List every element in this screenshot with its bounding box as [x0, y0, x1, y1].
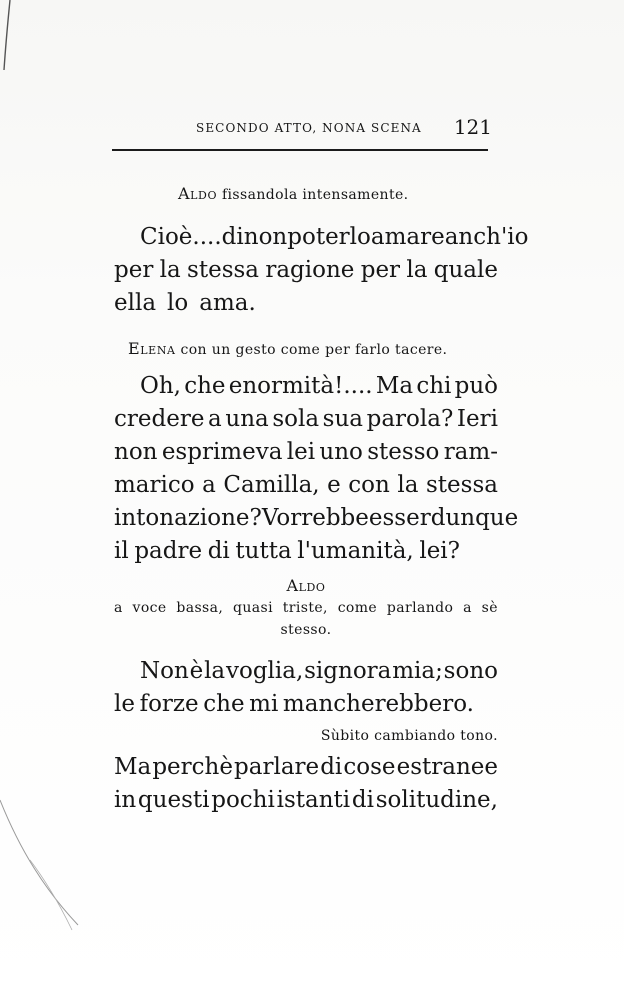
word: lei: [286, 439, 316, 465]
word: stessa: [187, 257, 260, 283]
word: voce: [132, 600, 167, 616]
word: forze: [139, 691, 199, 717]
word: per: [114, 257, 154, 283]
word: di: [221, 224, 244, 250]
word: triste,: [282, 600, 328, 616]
word: chi: [416, 373, 452, 399]
word: Ma: [114, 754, 152, 780]
stage-direction-3-speaker: [114, 576, 498, 595]
page-bottom-crease: [0, 800, 78, 925]
word: voglia,: [225, 658, 304, 684]
word: ram-: [443, 439, 498, 465]
word: Non: [140, 658, 189, 684]
word: l'umanità,: [297, 538, 414, 564]
word: sola: [272, 406, 320, 432]
speech-line: [114, 403, 498, 436]
header-rule: [112, 149, 488, 151]
speech-line: [114, 221, 529, 254]
word: signora: [304, 658, 392, 684]
word: parola?: [366, 406, 454, 432]
word: la: [159, 257, 181, 283]
stage-direction-3-line: [114, 596, 498, 620]
word: la: [204, 658, 226, 684]
word: che: [203, 691, 245, 717]
word: poterlo: [287, 224, 371, 250]
word: come: [337, 600, 378, 616]
binding-edge-line: [4, 0, 10, 70]
word: questi: [137, 787, 210, 813]
word: a: [208, 406, 222, 432]
stage-direction-4: [321, 728, 498, 744]
word: ama.: [199, 290, 256, 316]
word: lei?: [419, 538, 460, 564]
word: che: [184, 373, 226, 399]
word: per: [360, 257, 401, 283]
stage-direction-2: [128, 339, 447, 358]
word: Cioè....: [140, 224, 222, 250]
running-head: [112, 112, 492, 142]
word: Oh,: [140, 373, 181, 399]
speech-line: [114, 784, 498, 817]
speaker-name: Aldo: [178, 184, 218, 203]
word: mancherebbero.: [282, 691, 474, 717]
speech-line: [114, 370, 498, 403]
word: quale: [433, 257, 498, 283]
speech-line: [114, 688, 498, 721]
word: esprimeva: [161, 439, 283, 465]
word: esser: [368, 505, 431, 531]
speech-block-1: [114, 221, 529, 320]
word: pochi: [211, 787, 275, 813]
word: estranee: [396, 754, 498, 780]
speech-line: [114, 469, 498, 502]
word: di: [320, 754, 343, 780]
word: tutta: [235, 538, 292, 564]
word: in: [114, 787, 137, 813]
direction-text: Sùbito cambiando tono.: [320, 728, 498, 744]
page-number: 121: [453, 115, 492, 139]
word: solitudine,: [375, 787, 498, 813]
word: le: [114, 691, 135, 717]
word: istanti: [276, 787, 351, 813]
word: la: [406, 257, 428, 283]
word: Vorrebbe: [261, 505, 369, 531]
word: sono: [443, 658, 498, 684]
word: stessa: [425, 472, 498, 498]
stage-direction-3-line-2: [114, 622, 498, 638]
word: una: [225, 406, 269, 432]
direction-text: stesso.: [280, 622, 332, 638]
speech-line: [114, 436, 498, 469]
speech-block-4: [114, 751, 498, 817]
word: Ieri: [456, 406, 498, 432]
word: a: [202, 472, 216, 498]
speech-line: [114, 655, 498, 688]
speech-line: [114, 751, 498, 784]
word: padre: [134, 538, 203, 564]
word: cose: [343, 754, 396, 780]
word: enormità!....: [228, 373, 373, 399]
word: ella: [114, 290, 157, 316]
word: quasi: [233, 600, 273, 616]
speaker-name: Elena: [128, 339, 176, 358]
word: di: [351, 787, 374, 813]
word: sè: [481, 600, 498, 616]
direction-text: con un gesto come per farlo tacere.: [180, 342, 448, 358]
word: e: [327, 472, 341, 498]
word: anch'io: [444, 224, 529, 250]
word: ragione: [265, 257, 355, 283]
word: Ma: [375, 373, 414, 399]
word: intonazione?: [114, 505, 262, 531]
word: mi: [249, 691, 279, 717]
speech-line: [114, 535, 498, 568]
speech-line: [114, 287, 498, 320]
word: può: [454, 373, 498, 399]
word: mia;: [392, 658, 443, 684]
speech-block-2: [114, 370, 519, 568]
stage-direction-1: [178, 184, 409, 203]
word: con: [348, 472, 390, 498]
word: non: [243, 224, 288, 250]
word: parlando: [386, 600, 454, 616]
word: perchè: [152, 754, 233, 780]
word: dunque: [430, 505, 519, 531]
word: il: [114, 538, 129, 564]
word: stesso: [367, 439, 440, 465]
word: bassa,: [176, 600, 224, 616]
word: la: [397, 472, 419, 498]
word: lo: [167, 290, 189, 316]
word: parlare: [234, 754, 320, 780]
speech-block-3: [114, 655, 498, 721]
speech-line: [114, 502, 519, 535]
word: amare: [370, 224, 445, 250]
speech-line: [114, 254, 498, 287]
direction-text: fissandola intensamente.: [221, 187, 409, 203]
word: sua: [322, 406, 363, 432]
word: è: [189, 658, 204, 684]
speaker-name: Aldo: [286, 576, 326, 595]
word: Camilla,: [223, 472, 320, 498]
word: uno: [319, 439, 363, 465]
word: marico: [114, 472, 195, 498]
word: a: [114, 600, 123, 616]
word: di: [207, 538, 230, 564]
word: a: [463, 600, 472, 616]
running-title: SECONDO ATTO, NONA SCENA: [196, 121, 422, 135]
word: non: [114, 439, 158, 465]
word: credere: [114, 406, 205, 432]
